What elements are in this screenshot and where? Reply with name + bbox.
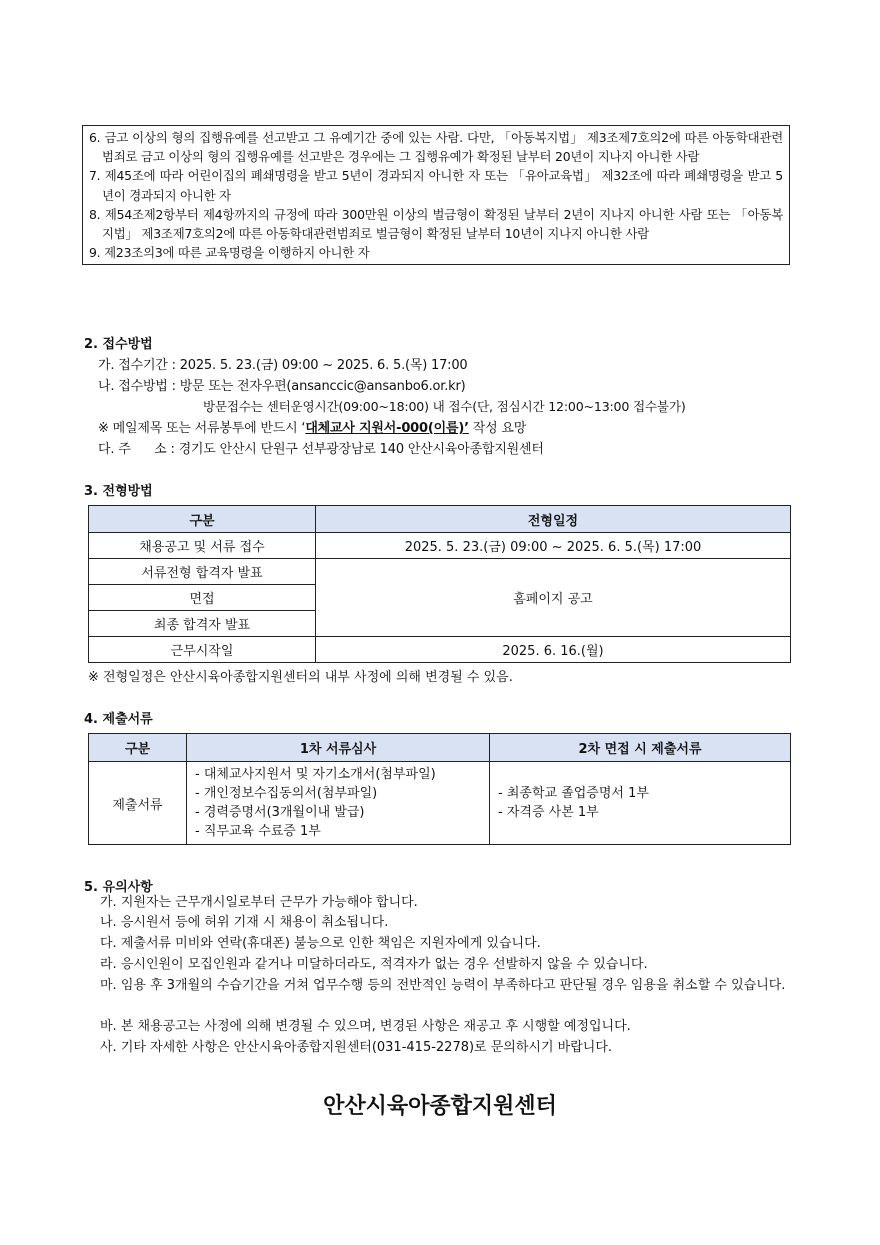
section-title-selection: 3. 전형방법	[84, 484, 153, 499]
note-emphasis: 대체교사 지원서-000(이름)’	[305, 421, 469, 436]
table-row	[89, 533, 791, 559]
row-label: 서류전형 합격자 발표	[89, 559, 316, 585]
selection-schedule-table	[88, 505, 791, 663]
header-first-round: 1차 서류심사	[187, 734, 490, 762]
row-label: 최종 합격자 발표	[89, 611, 316, 637]
notice-item: 다. 제출서류 미비와 연락(휴대폰) 불능으로 인한 책임은 지원자에게 있습니다.	[100, 936, 541, 951]
row-label: 채용공고 및 서류 접수	[89, 533, 316, 559]
qualification-item: 6. 금고 이상의 형의 집행유예를 선고받고 그 유예기간 중에 있는 사람. 다만, 「아동복지법」 제3조제7호의2에 따른 아동학대관련범죄로 금고 이상의 형의 집행유예를 선고받은 경우에는 그 집행유예가 확정된 날부터 20년이 지나지 아니한 사람	[89, 130, 783, 165]
disqualification-box	[82, 125, 790, 265]
header-schedule: 전형일정	[316, 506, 791, 533]
header-category: 구분	[89, 734, 187, 762]
header-category: 구분	[89, 506, 316, 533]
list-item: - 경력증명서(3개월이내 발급)	[195, 805, 365, 820]
documents-table	[88, 733, 791, 845]
list-item: - 자격증 사본 1부	[498, 805, 599, 820]
application-period: 가. 접수기간 : 2025. 5. 23.(금) 09:00 ~ 2025. 6. 5.(목) 17:00	[98, 358, 468, 373]
table-row	[89, 637, 791, 663]
visit-application-hours: 방문접수는 센터운영시간(09:00~18:00) 내 접수(단, 점심시간 12:00~13:00 접수불가)	[203, 399, 686, 414]
schedule-change-note: ※ 전형일정은 안산시육아종합지원센터의 내부 사정에 의해 변경될 수 있음.	[88, 670, 513, 685]
table-header-row	[89, 506, 791, 533]
qualification-item: 8. 제54조제2항부터 제4항까지의 규정에 따라 300만원 이상의 벌금형이 확정된 날부터 2년이 지나지 아니한 사람 또는 「아동복지법」 제3조제7호의2에 따른 아동학대관련범죄로 벌금형이 확정된 날부터 10년이 지나지 아니한 사람	[89, 206, 783, 242]
section-title-application: 2. 접수방법	[84, 337, 153, 352]
row-schedule: 2025. 5. 23.(금) 09:00 ~ 2025. 6. 5.(목) 17:00	[316, 533, 791, 559]
row-label: 면접	[89, 585, 316, 611]
second-round-documents	[490, 762, 791, 845]
row-schedule-merged: 홈페이지 공고	[316, 559, 791, 637]
header-second-round: 2차 면접 시 제출서류	[490, 734, 791, 762]
section-title-documents: 4. 제출서류	[84, 712, 153, 727]
table-row	[89, 762, 791, 845]
list-item: - 대체교사지원서 및 자기소개서(첨부파일)	[195, 767, 436, 782]
application-method: 나. 접수방법 : 방문 또는 전자우편(ansanccic@ansanbo6.or.kr)	[98, 379, 466, 394]
notice-item: 사. 기타 자세한 사항은 안산시육아종합지원센터(031-415-2278)로 문의하시기 바랍니다.	[100, 1040, 613, 1055]
list-item: - 직무교육 수료증 1부	[195, 824, 321, 839]
notice-item: 마. 임용 후 3개월의 수습기간을 거쳐 업무수행 등의 전반적인 능력이 부족하다고 판단될 경우 임용을 취소할 수 있습니다.	[100, 978, 786, 993]
address: 다. 주 소 : 경기도 안산시 단원구 선부광장남로 140 안산시육아종합지원센터	[98, 442, 544, 457]
notice-item: 바. 본 채용공고는 사정에 의해 변경될 수 있으며, 변경된 사항은 재공고 후 시행할 예정입니다.	[100, 1019, 631, 1034]
row-schedule: 2025. 6. 16.(월)	[316, 637, 791, 663]
email-subject-note	[98, 417, 526, 436]
table-row	[89, 559, 791, 585]
note-suffix: 작성 요망	[468, 421, 527, 436]
first-round-documents	[187, 762, 490, 845]
qualification-item: 7. 제45조에 따라 어린이집의 폐쇄명령을 받고 5년이 경과되지 아니한 자 또는 「유아교육법」 제32조에 따라 폐쇄명령을 받고 5년이 경과되지 아니한 자	[89, 168, 783, 203]
organization-name: 안산시육아종합지원센터	[323, 1094, 557, 1119]
list-item: - 개인정보수집동의서(첨부파일)	[195, 786, 378, 801]
list-item: - 최종학교 졸업증명서 1부	[498, 786, 649, 801]
section-title-notes: 5. 유의사항	[84, 880, 153, 895]
row-label: 제출서류	[89, 762, 187, 845]
notice-item: 나. 응시원서 등에 허위 기재 시 채용이 취소됩니다.	[100, 915, 389, 930]
qualification-item: 9. 제23조의3에 따른 교육명령을 이행하지 아니한 자	[89, 245, 370, 261]
table-header-row	[89, 734, 791, 762]
notice-item: 가. 지원자는 근무개시일로부터 근무가 가능해야 합니다.	[100, 895, 418, 910]
note-prefix: ※ 메일제목 또는 서류봉투에 반드시 ‘	[98, 421, 306, 436]
row-label: 근무시작일	[89, 637, 316, 663]
notice-item: 라. 응시인원이 모집인원과 같거나 미달하더라도, 적격자가 없는 경우 선발하지 않을 수 있습니다.	[100, 957, 648, 972]
